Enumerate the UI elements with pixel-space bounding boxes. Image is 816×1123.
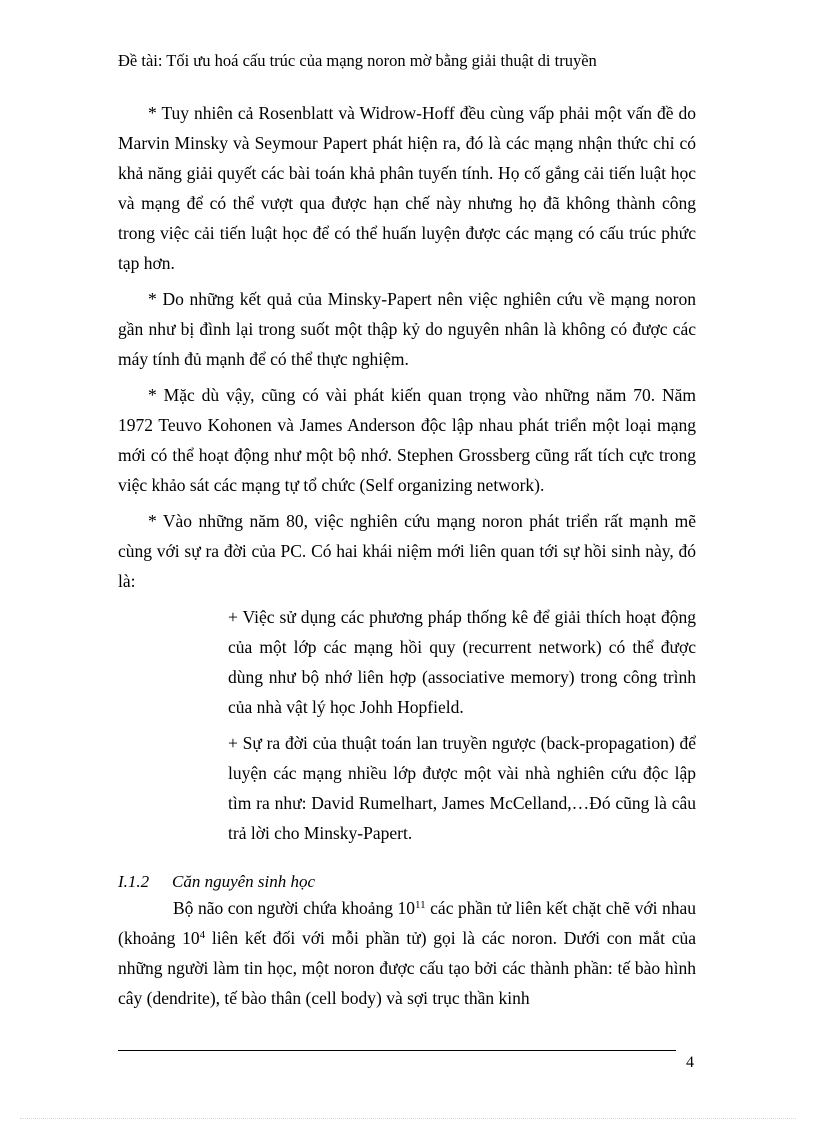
exponent-11: 11: [415, 899, 426, 911]
paragraph-minsky-papert: * Do những kết quả của Minsky-Papert nên việc nghiên cứu về mạng noron gần như bị đình lại trong suốt một thập kỷ do nguyên nhân là không có được các máy tính đủ mạnh để có thể thực nghiệm.: [118, 289, 696, 369]
biology-text-part-2: các phần tử liên kết chặt chẽ với nhau (khoảng 10: [118, 898, 696, 948]
paragraph-seventies: * Mặc dù vậy, cũng có vài phát kiến quan trọng vào những năm 70. Năm 1972 Teuvo Kohonen và James Anderson độc lập nhau phát triển một loại mạng mới có thể hoạt động như một bộ nhớ. Stephen Grossberg cũng rất tích cực trong việc khảo sát các mạng tự tổ chức (Self organizing network).: [118, 385, 696, 495]
sub-item-backpropagation: + Sự ra đời của thuật toán lan truyền ngược (back-propagation) để luyện các mạng nhiều lớp được một vài nhà nghiên cứu độc lập tìm ra như: David Rumelhart, James McCelland,…Đó cũng là câu trả lời cho Minsky-Papert.: [228, 733, 696, 843]
section-number: I.1.2: [118, 872, 150, 891]
page-header: Đề tài: Tối ưu hoá cấu trúc của mạng noron mờ bằng giải thuật di truyền: [118, 51, 597, 70]
sub-item-hopfield: + Việc sử dụng các phương pháp thống kê để giải thích hoạt động của một lớp các mạng hồi quy (recurrent network) có thể được dùng như bộ nhớ liên hợp (associative memory) trong công trình của nhà vật lý học Johh Hopfield.: [228, 607, 696, 717]
page-bottom-edge: [20, 1118, 796, 1119]
section-heading: [118, 870, 315, 894]
paragraph-rosenblatt: * Tuy nhiên cả Rosenblatt và Widrow-Hoff đều cùng vấp phải một vấn đề do Marvin Minsky và Seymour Papert phát hiện ra, đó là các mạng nhận thức chỉ có khả năng giải quyết các bài toán khả phân tuyến tính. Họ cố gắng cải tiến luật học và mạng để có thể vượt qua được hạn chế này nhưng họ đã không thành công trong việc cải tiến luật học để có thể huấn luyện được các mạng có cấu trúc phức tạp hơn.: [118, 103, 696, 273]
biology-text-part-3: liên kết đối với mỗi phần tử) gọi là các noron. Dưới con mắt của những người làm tin học, một noron được cấu tạo bởi các thành phần: tế bào hình cây (dendrite), tế bào thân (cell body) và sợi trục thần kinh: [118, 928, 696, 1008]
paragraph-eighties: * Vào những năm 80, việc nghiên cứu mạng noron phát triển rất mạnh mẽ cùng với sự ra đời của PC. Có hai khái niệm mới liên quan tới sự hồi sinh này, đó là:: [118, 511, 696, 591]
paragraph-biology: [118, 893, 696, 1013]
footer-divider: [118, 1050, 676, 1051]
exponent-4: 4: [199, 929, 206, 941]
main-text: [118, 98, 696, 854]
section-title: Căn nguyên sinh học: [172, 872, 316, 891]
page-number: 4: [686, 1054, 694, 1071]
biology-text-part-1: Bộ não con người chứa khoảng 10: [173, 898, 416, 918]
section-text: [118, 893, 696, 1019]
